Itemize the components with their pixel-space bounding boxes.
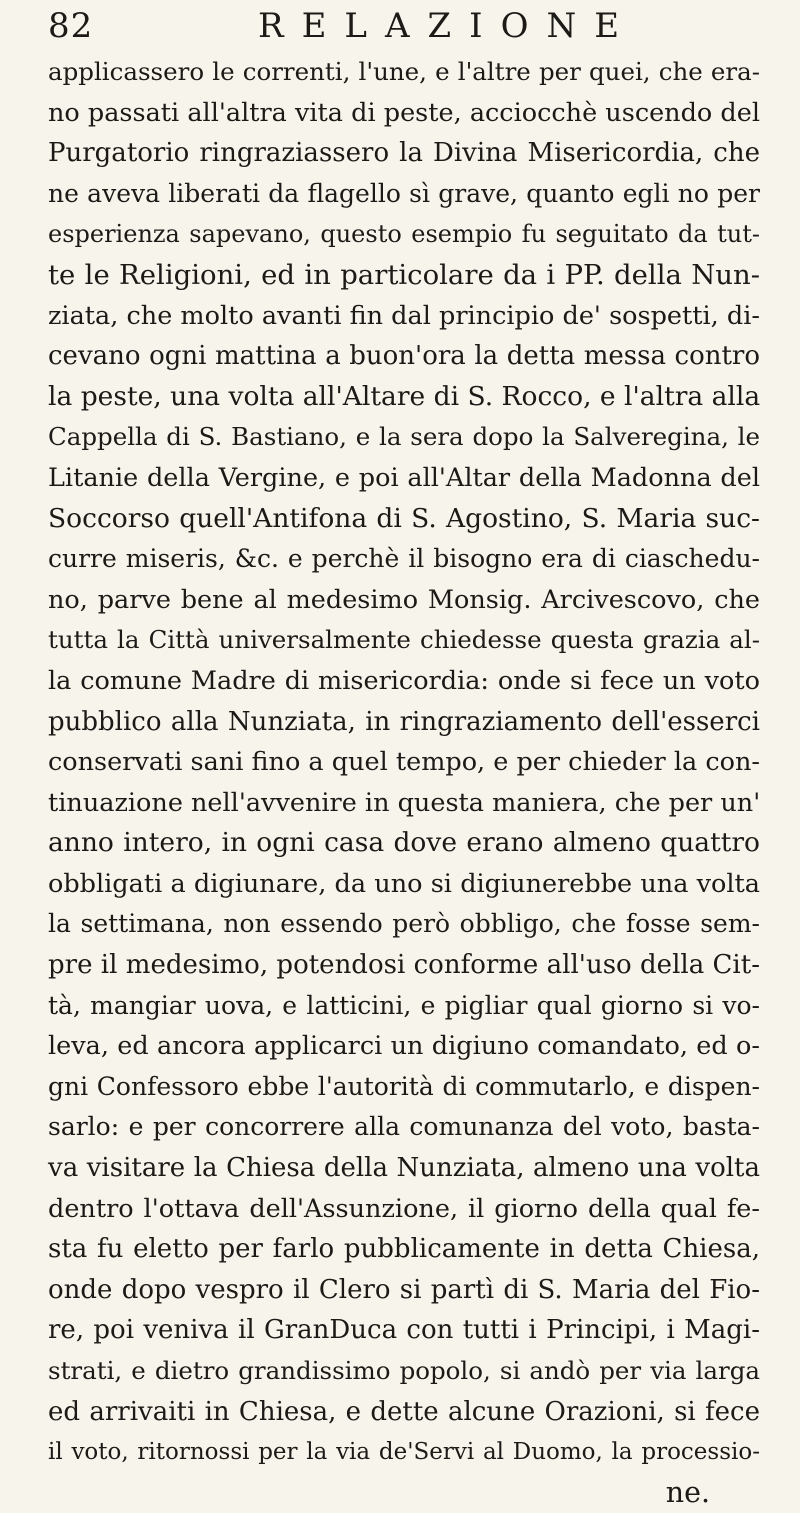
text-line: applicassero le correnti, l'une, e l'altre per quei, che era- [48,57,760,86]
text-line: cevano ogni mattina a buon'ora la detta messa contro [48,341,760,372]
text-line: sta fu eletto per farlo pubblicamente in detta Chiesa, [48,1234,760,1265]
text-line: ed arrivaiti in Chiesa, e dette alcune Orazioni, si fece [48,1396,760,1427]
text-line: esperienza sapevano, questo esempio fu seguitato da tut- [48,220,760,249]
text-line: strati, e dietro grandissimo popolo, si andò per via larga [48,1356,760,1385]
text-line: Soccorso quell'Antifona di S. Agostino, S. Maria suc- [48,502,760,534]
body-text [48,52,760,1513]
text-line: la settimana, non essendo però obbligo, che fosse sem- [48,909,760,939]
text-line: Cappella di S. Bastiano, e la sera dopo la Salveregina, le [48,422,760,452]
text-line: pubblico alla Nunziata, in ringraziamento dell'esserci [48,706,760,737]
text-line: il voto, ritornossi per la via de'Servi al Duomo, la processio- [48,1439,760,1466]
running-head [48,4,760,44]
text-line: leva, ed ancora applicarci un digiuno comandato, ed o- [48,1031,760,1062]
text-line: pre il medesimo, potendosi conforme all'uso della Cit- [48,950,760,981]
text-line: te le Religioni, ed in particolare da i PP. della Nun- [48,258,760,291]
text-line: no passati all'altra vita di peste, acciocchè uscendo del [48,97,760,128]
text-line: re, poi veniva il GranDuca con tutti i Principi, i Magi- [48,1315,760,1346]
text-line: Purgatorio ringraziassero la Divina Misericordia, che [48,138,760,169]
text-line: tà, mangiar uova, e latticini, e pigliar qual giorno si vo- [48,990,760,1020]
text-line: onde dopo vespro il Clero si partì di S. Maria del Fio- [48,1274,760,1305]
text-line: gni Confessoro ebbe l'autorità di commutarlo, e dispen- [48,1071,760,1101]
text-line: la peste, una volta all'Altare di S. Rocco, e l'altra alla [48,380,761,412]
page-number: 82 [48,6,94,46]
catchword: ne. [665,1475,710,1509]
text-line: Litanie della Vergine, e poi all'Altar della Madonna del [48,462,760,493]
text-line: ziata, che molto avanti fin dal principio de' sospetti, di- [48,300,760,331]
text-line: tinuazione nell'avvenire in questa maniera, che per un' [48,787,761,818]
text-line: tutta la Città universalmente chiedesse questa grazia al- [48,625,760,655]
running-title: RELAZIONE [258,6,638,46]
text-line: no, parve bene al medesimo Monsig. Arcivescovo, che [48,584,760,615]
text-line: anno intero, in ogni casa dove erano almeno quattro [48,827,760,859]
text-line: sarlo: e per concorrere alla comunanza del voto, basta- [48,1112,760,1142]
text-line: obbligati a digiunare, da uno si digiunerebbe una volta [48,868,760,899]
text-line: la comune Madre di misericordia: onde si fece un voto [48,665,760,696]
text-line: curre miseris, &c. e perchè il bisogno era di ciaschedu- [48,544,760,574]
text-line: conservati sani fino a quel tempo, e per chieder la con- [48,747,760,778]
text-line: dentro l'ottava dell'Assunzione, il giorno della qual fe- [48,1193,760,1224]
text-line: va visitare la Chiesa della Nunziata, almeno una volta [48,1153,760,1184]
text-line: ne aveva liberati da flagello sì grave, quanto egli no per [48,178,760,208]
